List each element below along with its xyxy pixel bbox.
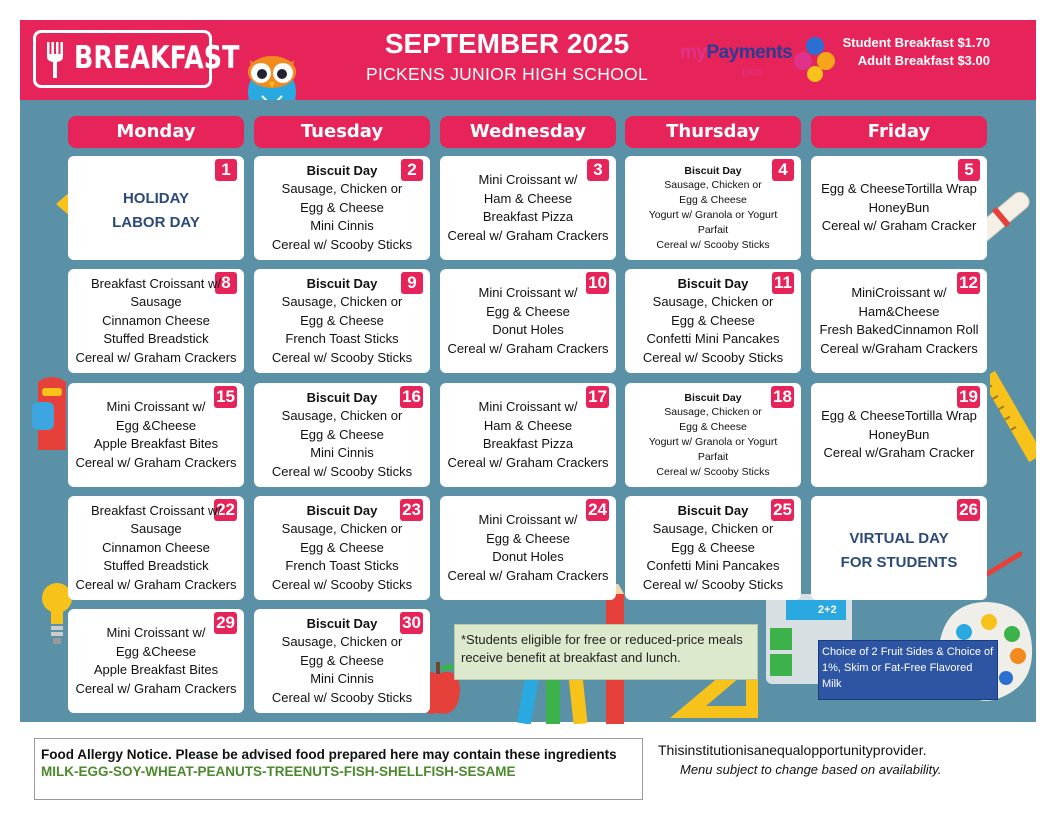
menu-item: Sausage, Chicken or [281,521,403,537]
menu-item: Mini Croissant w/ [478,512,578,527]
menu-item: Cereal w/ Graham Crackers [75,680,237,696]
day-number: 3 [587,159,609,181]
mypayments-payments: Payments [706,42,793,63]
menu-item: Ham & Cheese [483,190,573,206]
menu-item: Breakfast Croissant w/ [90,502,222,518]
menu-item: Cinnamon Cheese [102,312,210,328]
menu-item: Cereal w/ Graham Crackers [447,340,609,356]
day-theme: Biscuit Day [306,502,378,518]
day-cell [254,156,430,260]
school-name: PICKENS JUNIOR HIGH SCHOOL [365,64,648,84]
menu-item: Confetti Mini Pancakes [646,558,780,574]
menu-item: Cereal w/ Graham Crackers [75,349,237,365]
day-cell [68,383,244,487]
fruit-milk-note: Choice of 2 Fruit Sides & Choice of 1%, Skim or Fat-Free Flavored Milk [818,640,998,700]
day-cell [811,383,987,487]
menu-item: Donut Holes [492,549,564,564]
day-cell [68,156,244,260]
menu-item: Egg & Cheese [300,199,384,215]
day-header-monday: Monday [68,116,244,148]
day-number: 29 [216,613,235,632]
day-number: 19 [959,387,978,406]
day-cell [254,496,430,600]
day-number: 1 [215,159,237,181]
price-info [820,34,990,70]
day-cell [625,496,801,600]
menu-item: Mini Croissant w/ [106,399,206,414]
menu-item: MiniCroissant w/ [851,285,947,300]
free-meals-note: *Students eligible for free or reduced-price meals receive benefit at breakfast and lunch. [454,624,758,680]
menu-item: Confetti Mini Pancakes [646,331,780,347]
day-cell [811,269,987,373]
breakfast-logo [33,30,240,88]
menu-items [625,164,801,253]
menu-items [254,502,430,595]
menu-item: Cereal w/ Scooby Sticks [642,349,784,365]
menu-item: French Toast Sticks [285,331,399,347]
day-cell [68,609,244,713]
menu-item: Cereal w/ Graham Crackers [75,454,237,470]
student-price: Student Breakfast $1.70 [842,35,990,50]
menu-items [68,398,244,472]
day-header-wednesday: Wednesday [440,116,616,148]
menu-items [811,527,987,575]
menu-item: Sausage [130,294,182,310]
menu-item: FOR STUDENTS [840,554,958,571]
day-number: 16 [402,387,421,406]
menu-item: Donut Holes [492,322,564,337]
backpack-icon [32,372,72,452]
menu-item: Apple Breakfast Bites [93,436,219,451]
day-cell [440,496,616,600]
menu-items [440,284,616,358]
menu-item: Ham&Cheese [858,303,940,319]
menu-change-notice: Menu subject to change based on availability. [680,762,942,777]
day-cell [625,383,801,487]
menu-item: Stuffed Breadstick [103,558,209,574]
day-cell [625,269,801,373]
day-number: 11 [772,272,794,294]
menu-items [625,502,801,595]
menu-items [68,275,244,368]
menu-item: Sausage, Chicken or [281,294,403,310]
day-cell [440,383,616,487]
menu-item: Egg & Cheese [679,421,747,434]
menu-items [254,615,430,708]
menu-item: Cereal w/Graham Cracker [823,445,975,461]
menu-item: Egg & Cheese [671,539,755,555]
day-number: 4 [772,159,794,181]
day-number: 2 [401,159,423,181]
menu-item: Cinnamon Cheese [102,539,210,555]
menu-item: Cereal w/ Scooby Sticks [271,689,413,705]
menu-item: Cereal w/ Graham Cracker [821,218,977,234]
menu-item: Cereal w/ Scooby Sticks [642,576,784,592]
menu-item: Egg &Cheese [115,417,197,433]
menu-item: Cereal w/Graham Crackers [820,340,978,356]
ruler-icon [990,368,1036,464]
menu-item: Mini Croissant w/ [478,285,578,300]
menu-items [254,389,430,482]
day-header-friday: Friday [811,116,987,148]
header-banner [20,20,1036,100]
menu-item: Egg & Cheese [300,652,384,668]
menu-item: Sausage, Chicken or [652,294,774,310]
menu-item: Cereal w/ Scooby Sticks [271,236,413,252]
day-number: 22 [216,500,235,519]
day-theme: Biscuit Day [306,615,378,631]
menu-item: VIRTUAL DAY [849,530,949,547]
day-number: 18 [773,387,792,406]
menu-item: Parfait [697,450,729,463]
fork-icon [46,42,64,78]
allergy-notice-title: Food Allergy Notice. Please be advised food prepared here may contain these ingredients [41,747,617,762]
menu-item: Stuffed Breadstick [103,331,209,347]
menu-items [68,187,244,235]
menu-item: Parfait [697,223,729,236]
logo-text: BREAKFAST [74,40,240,76]
day-cell [440,156,616,260]
page-title: SEPTEMBER 2025 [384,28,630,59]
menu-item: Cereal w/ Scooby Sticks [271,463,413,479]
menu-item: Sausage, Chicken or [664,406,762,419]
menu-item: Sausage, Chicken or [281,408,403,424]
menu-item: Mini Cinnis [310,445,374,461]
menu-item: Egg &Cheese [115,643,197,659]
day-cell [625,156,801,260]
menu-item: Yogurt w/ Granola or Yogurt [648,435,778,448]
menu-item: Cereal w/ Graham Crackers [447,454,609,470]
day-cell [440,269,616,373]
menu-items [811,284,987,358]
day-header-tuesday: Tuesday [254,116,430,148]
day-number: 17 [588,387,607,406]
menu-items [254,275,430,368]
day-number: 15 [216,387,235,406]
calculator-display: 2+2 [818,604,837,616]
day-cell [254,609,430,713]
mypayments-my: my [680,42,707,63]
menu-item: Egg & CheeseTortilla Wrap [821,408,977,424]
menu-items [811,180,987,236]
day-theme: Biscuit Day [677,502,749,518]
menu-item: Breakfast Croissant w/ [90,275,222,291]
menu-item: Mini Croissant w/ [106,625,206,640]
day-number: 5 [958,159,980,181]
mypayments-plus: plus [742,66,763,78]
menu-item: Mini Croissant w/ [478,172,578,187]
day-cell [68,496,244,600]
menu-item: Cereal w/ Scooby Sticks [656,238,770,251]
menu-item: Apple Breakfast Bites [93,662,219,677]
menu-item: HOLIDAY [122,190,190,207]
menu-item: Cereal w/ Scooby Sticks [271,349,413,365]
menu-item: Sausage, Chicken or [281,634,403,650]
menu-item: Egg & Cheese [486,530,570,546]
day-cell [811,156,987,260]
menu-item: Mini Croissant w/ [478,399,578,414]
day-number: 8 [215,272,237,294]
menu-items [68,502,244,595]
menu-items [625,391,801,480]
menu-item: Sausage, Chicken or [652,521,774,537]
day-cell [254,383,430,487]
day-cell [254,269,430,373]
allergen-list: MILK-EGG-SOY-WHEAT-PEANUTS-TREENUTS-FISH-SHELLFISH-SESAME [41,764,516,779]
menu-item: Egg & CheeseTortilla Wrap [821,181,977,197]
day-theme: Biscuit Day [684,391,742,404]
menu-items [254,162,430,255]
day-theme: Biscuit Day [684,164,742,177]
menu-item: Breakfast Pizza [482,436,574,451]
menu-items [440,511,616,585]
allergy-notice [34,738,643,800]
menu-item: Cereal w/ Graham Crackers [447,567,609,583]
menu-item: Cereal w/ Graham Crackers [447,227,609,243]
day-number: 10 [588,273,607,292]
day-theme: Biscuit Day [306,389,378,405]
menu-items [811,407,987,463]
day-theme: Biscuit Day [306,162,378,178]
menu-items [440,171,616,245]
menu-item: Sausage, Chicken or [664,179,762,192]
menu-item: French Toast Sticks [285,558,399,574]
mypayments-text [680,42,792,64]
menu-items [440,398,616,472]
day-number: 26 [959,500,978,519]
menu-item: Egg & Cheese [486,303,570,319]
day-header-thursday: Thursday [625,116,801,148]
day-number: 12 [959,273,978,292]
day-theme: Biscuit Day [677,275,749,291]
menu-item: Egg & Cheese [300,312,384,328]
menu-item: Cereal w/ Graham Crackers [75,576,237,592]
day-number: 24 [588,500,607,519]
menu-item: Mini Cinnis [310,218,374,234]
menu-item: HoneyBun [868,199,930,215]
day-cell [811,496,987,600]
day-number: 9 [401,272,423,294]
day-number: 30 [402,613,421,632]
menu-item: HoneyBun [868,426,930,442]
menu-item: Egg & Cheese [300,539,384,555]
menu-item: Yogurt w/ Granola or Yogurt [648,208,778,221]
menu-item: Ham & Cheese [483,417,573,433]
menu-item: Egg & Cheese [300,426,384,442]
menu-items [625,275,801,368]
menu-item: Sausage, Chicken or [281,181,403,197]
menu-item: Egg & Cheese [671,312,755,328]
menu-item: Sausage [130,521,182,537]
menu-item: Mini Cinnis [310,671,374,687]
menu-item: Fresh BakedCinnamon Roll [819,322,979,337]
menu-items [68,624,244,698]
equal-opportunity-statement: Thisinstitutionisanequalopportunityprovider. [658,742,927,758]
day-cell [68,269,244,373]
day-theme: Biscuit Day [306,275,378,291]
menu-item: Breakfast Pizza [482,209,574,224]
menu-item: Cereal w/ Scooby Sticks [656,465,770,478]
day-number: 25 [773,500,792,519]
day-number: 23 [402,500,421,519]
menu-item: LABOR DAY [112,214,200,231]
adult-price: Adult Breakfast $3.00 [857,53,990,68]
menu-item: Egg & Cheese [679,194,747,207]
menu-item: Cereal w/ Scooby Sticks [271,576,413,592]
